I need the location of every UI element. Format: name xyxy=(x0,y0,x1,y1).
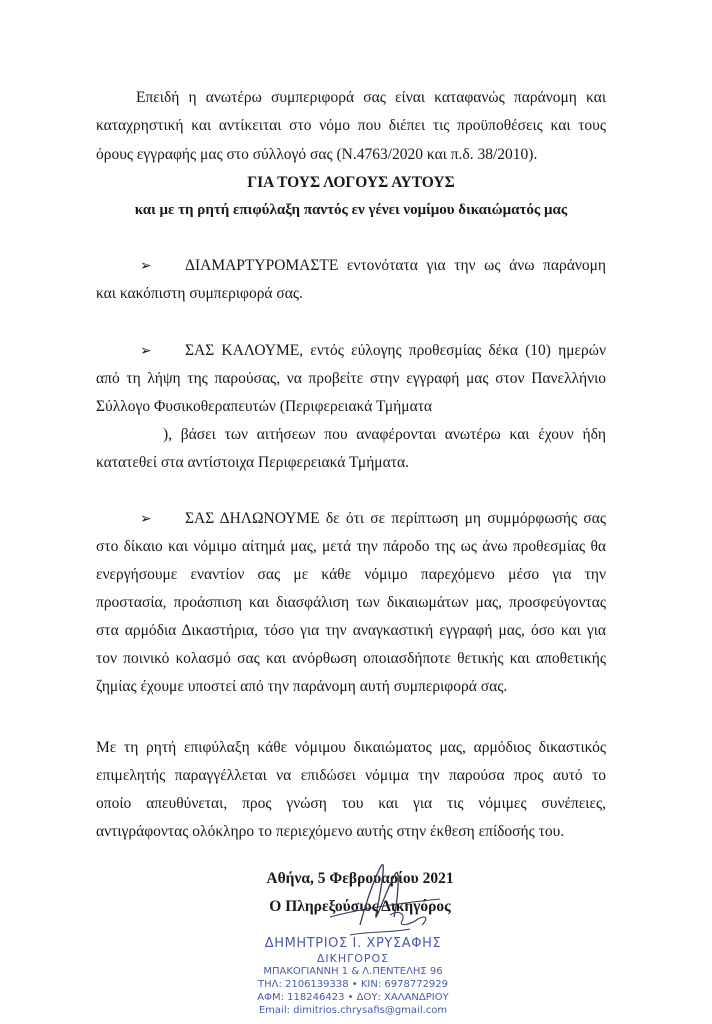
item-3-line-2: στο δίκαιο και νόμιμο αίτημά μας, μετά την πάροδο της ως άνω προθεσμίας θα xyxy=(96,538,606,555)
paragraph-1-line-3: όρους εγγραφής μας στο σύλλογό σας (Ν.4763/2020 και π.δ. 38/2010). xyxy=(96,146,538,163)
heading-subtitle: και με τη ρητή επιφύλαξη παντός εν γένει νομίμου δικαιώματός μας xyxy=(134,202,568,218)
handwritten-signature xyxy=(290,855,470,945)
item-1-line-1: ΔΙΑΜΑΡΤΥΡΟΜΑΣΤΕ εντονότατα για την ως άνω παράνομη xyxy=(185,257,606,274)
stamp-email: Email: dimitrios.chrysafis@gmail.com xyxy=(258,1005,448,1016)
item-2-line-2: από τη λήψη της παρούσας, να προβείτε στην εγγραφή μας στον Πανελλήνιο xyxy=(96,370,606,387)
item-2-line-5: κατατεθεί στα αντίστοιχα Περιφερειακά Τμήματα. xyxy=(96,454,409,471)
item-2-line-4: ), βάσει των αιτήσεων που αναφέρονται ανωτέρω και έχουν ήδη xyxy=(163,426,606,443)
item-2-line-1: ΣΑΣ ΚΑΛΟΥΜΕ, εντός εύλογης προθεσμίας δέκα (10) ημερών xyxy=(185,342,606,359)
item-3-line-5: στα αρμόδια Δικαστήρια, τόσο για την αναγκαστική εγγραφή μας, όσο και για xyxy=(96,622,606,639)
signature-place-date: Αθήνα, 5 Φεβρουαρίου 2021 xyxy=(266,870,454,887)
item-3-line-6: τον ποινικό κολασμό σας και ανόρθωση οποιασδήποτε θετικής και αποθετικής xyxy=(96,650,606,667)
item-3-line-3: ενεργήσουμε εναντίον σας με κάθε νόμιμο παρεχόμενο μέσο για την xyxy=(96,566,606,583)
stamp-title: ΔΙΚΗΓΟΡΟΣ xyxy=(316,952,390,965)
stamp-tax: ΑΦΜ: 118246423 • ΔΟΥ: ΧΑΛΑΝΔΡΙΟΥ xyxy=(257,992,449,1003)
stamp-phones: ΤΗΛ: 2106139338 • ΚΙΝ: 6978772929 xyxy=(257,979,449,990)
stamp-address: ΜΠΑΚΟΓΙΑΝΝΗ 1 & Λ.ΠΕΝΤΕΛΗΣ 96 xyxy=(263,966,443,977)
closing-line-4: αντιγράφοντας ολόκληρο το περιεχόμενο αυτής στην έκθεση επίδοσής του. xyxy=(96,823,565,840)
closing-line-3: οποίο απευθύνεται, προς γνώση του και για τις νόμιμες συνέπειες, xyxy=(96,795,606,812)
signature-role: Ο Πληρεξούσιος Δικηγόρος xyxy=(269,898,451,915)
item-3-line-4: προστασία, προάσπιση και διασφάλιση των δικαιωμάτων μας, προσφεύγοντας xyxy=(96,594,606,611)
bullet-arrow-icon: ➢ xyxy=(140,511,152,527)
closing-line-1: Με τη ρητή επιφύλαξη κάθε νόμιμου δικαιώματος μας, αρμόδιος δικαστικός xyxy=(96,739,606,756)
bullet-arrow-icon: ➢ xyxy=(140,258,152,274)
item-1-line-2: και κακόπιστη συμπεριφορά σας. xyxy=(96,285,303,302)
item-3-line-7: ζημίας έχουμε υποστεί από την παράνομη αυτή συμπεριφορά σας. xyxy=(96,678,508,695)
heading-title: ΓΙΑ ΤΟΥΣ ΛΟΓΟΥΣ ΑΥΤΟΥΣ xyxy=(247,174,455,191)
paragraph-1-line-2: καταχρηστική και αντίκειται στο νόμο που διέπει τις προϋποθέσεις και τους xyxy=(96,117,606,134)
item-2-line-3: Σύλλογο Φυσικοθεραπευτών (Περιφερειακά Τμήματα xyxy=(96,398,433,415)
item-3-line-1: ΣΑΣ ΔΗΛΩΝΟΥΜΕ δε ότι σε περίπτωση μη συμμόρφωσής σας xyxy=(185,510,606,527)
paragraph-1-line-1: Επειδή η ανωτέρω συμπεριφορά σας είναι καταφανώς παράνομη και xyxy=(136,89,606,106)
closing-line-2: επιμελητής παραγγέλλεται να επιδώσει νόμιμα την παρούσα προς αυτό το xyxy=(96,767,606,784)
stamp-name: ΔΗΜΗΤΡΙΟΣ Ι. ΧΡΥΣΑΦΗΣ xyxy=(264,936,442,951)
bullet-arrow-icon: ➢ xyxy=(140,343,152,359)
